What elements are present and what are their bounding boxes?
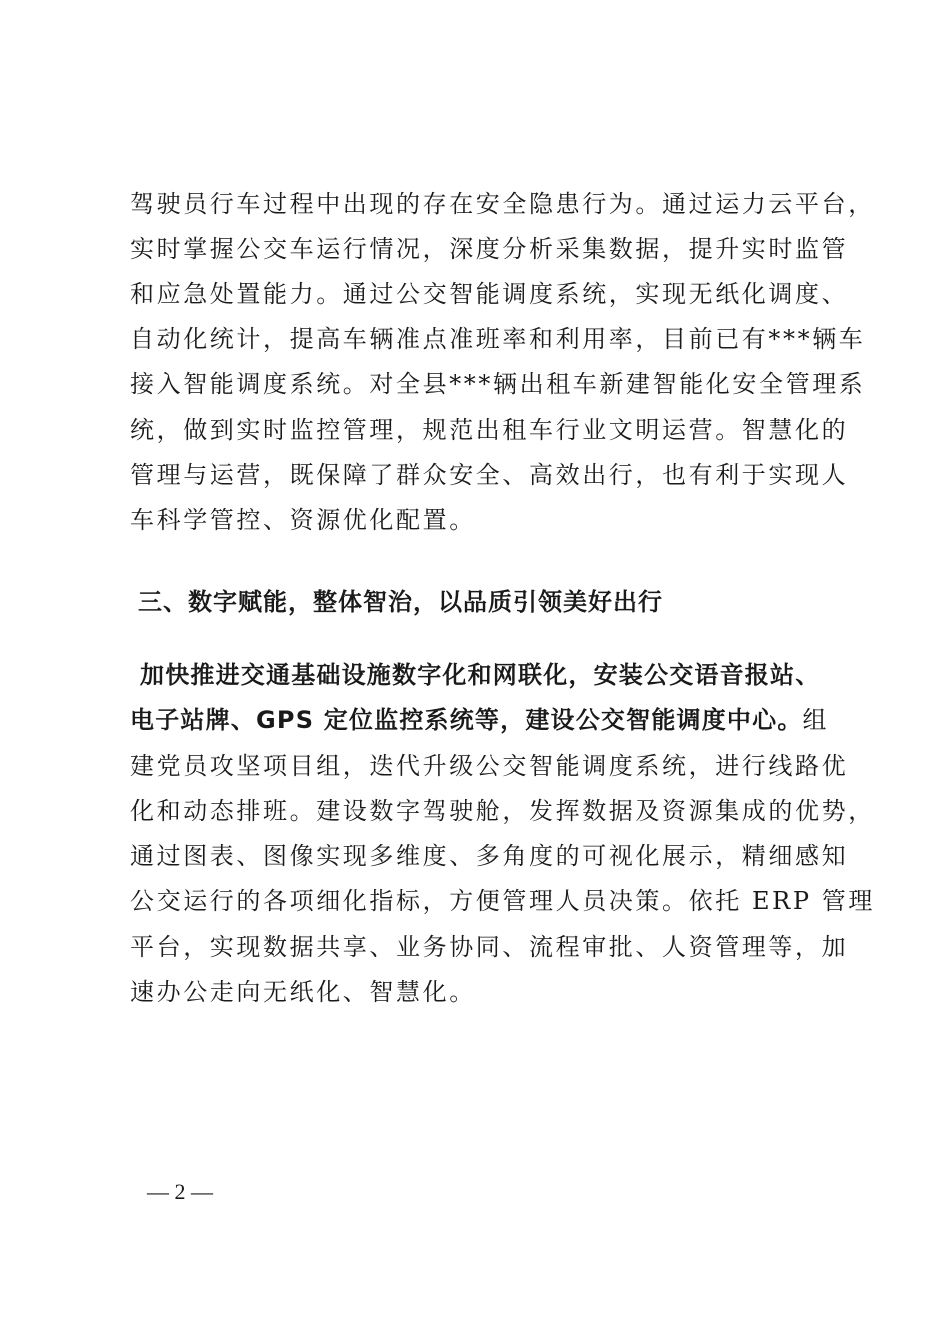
section3-line-4: 化和动态排班。建设数字驾驶舱，发挥数据及资源集成的优势， — [130, 797, 875, 825]
section3-bold-line-1: 加快推进交通基础设施数字化和网联化，安装公交语音报站、 — [140, 661, 821, 689]
paragraph1-line-5: 接入智能调度系统。对全县***辆出租车新建智能化安全管理系 — [130, 370, 866, 398]
paragraph1-line-1: 驾驶员行车过程中出现的存在安全隐患行为。通过运力云平台， — [130, 190, 875, 218]
section3-line-6: 公交运行的各项细化指标，方便管理人员决策。依托 ERP 管理 — [130, 887, 875, 915]
paragraph1-line-8: 车科学管控、资源优化配置。 — [130, 506, 476, 534]
paragraph1-line-2: 实时掌握公交车运行情况，深度分析采集数据，提升实时监管 — [130, 235, 849, 263]
paragraph1-line-3: 和应急处置能力。通过公交智能调度系统，实现无纸化调度、 — [130, 280, 849, 308]
section3-line-5: 通过图表、图像实现多维度、多角度的可视化展示，精细感知 — [130, 842, 849, 870]
page-number: — 2 — — [147, 1179, 213, 1204]
section3-bold-line-2: 电子站牌、GPS 定位监控系统等，建设公交智能调度中心。 — [130, 706, 803, 734]
section3-line-2-tail: 组 — [802, 706, 827, 734]
section3-line-8: 速办公走向无纸化、智慧化。 — [130, 978, 476, 1006]
section3-line-2 — [130, 702, 827, 738]
section-heading: 三、数字赋能，整体智治，以品质引领美好出行 — [138, 588, 663, 616]
section3-line-7: 平台，实现数据共享、业务协同、流程审批、人资管理等，加 — [130, 933, 849, 961]
paragraph1-line-4: 自动化统计，提高车辆准点准班率和利用率，目前已有***辆车 — [130, 325, 866, 353]
paragraph1-line-6: 统，做到实时监控管理，规范出租车行业文明运营。智慧化的 — [130, 416, 849, 444]
section3-line-3: 建党员攻坚项目组，迭代升级公交智能调度系统，进行线路优 — [130, 752, 849, 780]
paragraph1-line-7: 管理与运营，既保障了群众安全、高效出行，也有利于实现人 — [130, 461, 849, 489]
